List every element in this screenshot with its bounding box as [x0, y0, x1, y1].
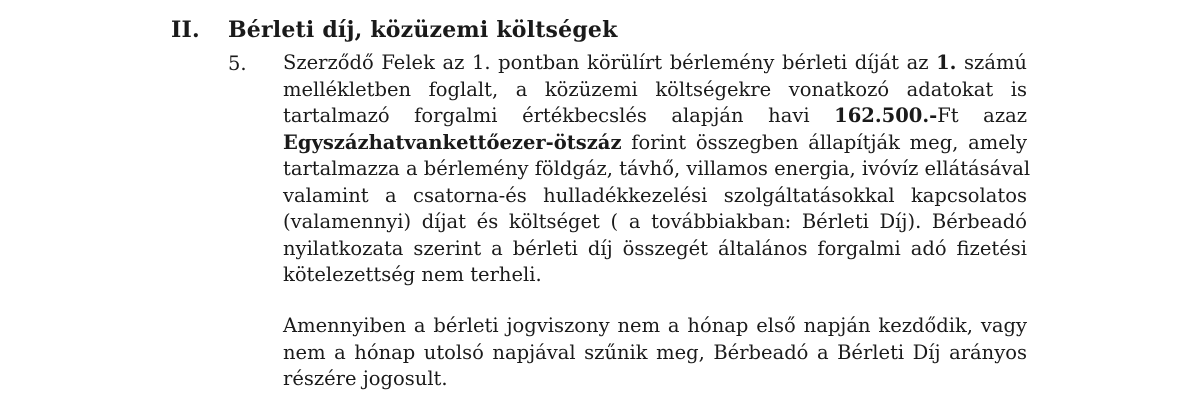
paragraph-line: nyilatkozata szerint a bérleti díj összegét általános forgalmi adó fizetési	[283, 236, 1027, 260]
paragraph-line: Amennyiben a bérleti jogviszony nem a hónap első napján kezdődik, vagy	[283, 314, 1027, 337]
paragraph-line: tartalmazó forgalmi értékbecslés alapján havi 162.500.-Ft azaz	[283, 104, 1027, 127]
section-title: Bérleti díj, közüzemi költségek	[228, 17, 618, 43]
paragraph-line: Szerződő Felek az 1. pontban körülírt bérlemény bérleti díját az 1. számú	[283, 51, 1027, 74]
second-paragraph	[283, 313, 1027, 393]
paragraph-line: Egyszázhatvankettőezer-ötszáz forint összegben állapítják meg, amely	[283, 130, 1027, 154]
paragraph-line: kötelezettség nem terheli.	[283, 263, 542, 286]
paragraph-line: valamint a csatorna-és hulladékkezelési szolgáltatásokkal kapcsolatos	[283, 183, 1027, 207]
item-number: 5.	[228, 52, 247, 75]
paragraph-line: mellékletben foglalt, a közüzemi költségekre vonatkozó adatokat is	[283, 77, 1027, 101]
section-number: II.	[171, 17, 200, 43]
paragraph-line: (valamennyi) díjat és költséget ( a továbbiakban: Bérleti Díj). Bérbeadó	[283, 210, 1027, 233]
paragraph-line: tartalmazza a bérlemény földgáz, távhő, villamos energia, ivóvíz ellátásával	[283, 157, 1031, 180]
paragraph-line: nem a hónap utolsó napjával szűnik meg, Bérbeadó a Bérleti Díj arányos	[283, 340, 1027, 364]
item-paragraph	[283, 50, 1031, 289]
section-heading	[171, 17, 618, 43]
paragraph-line: részére jogosult.	[283, 367, 448, 390]
